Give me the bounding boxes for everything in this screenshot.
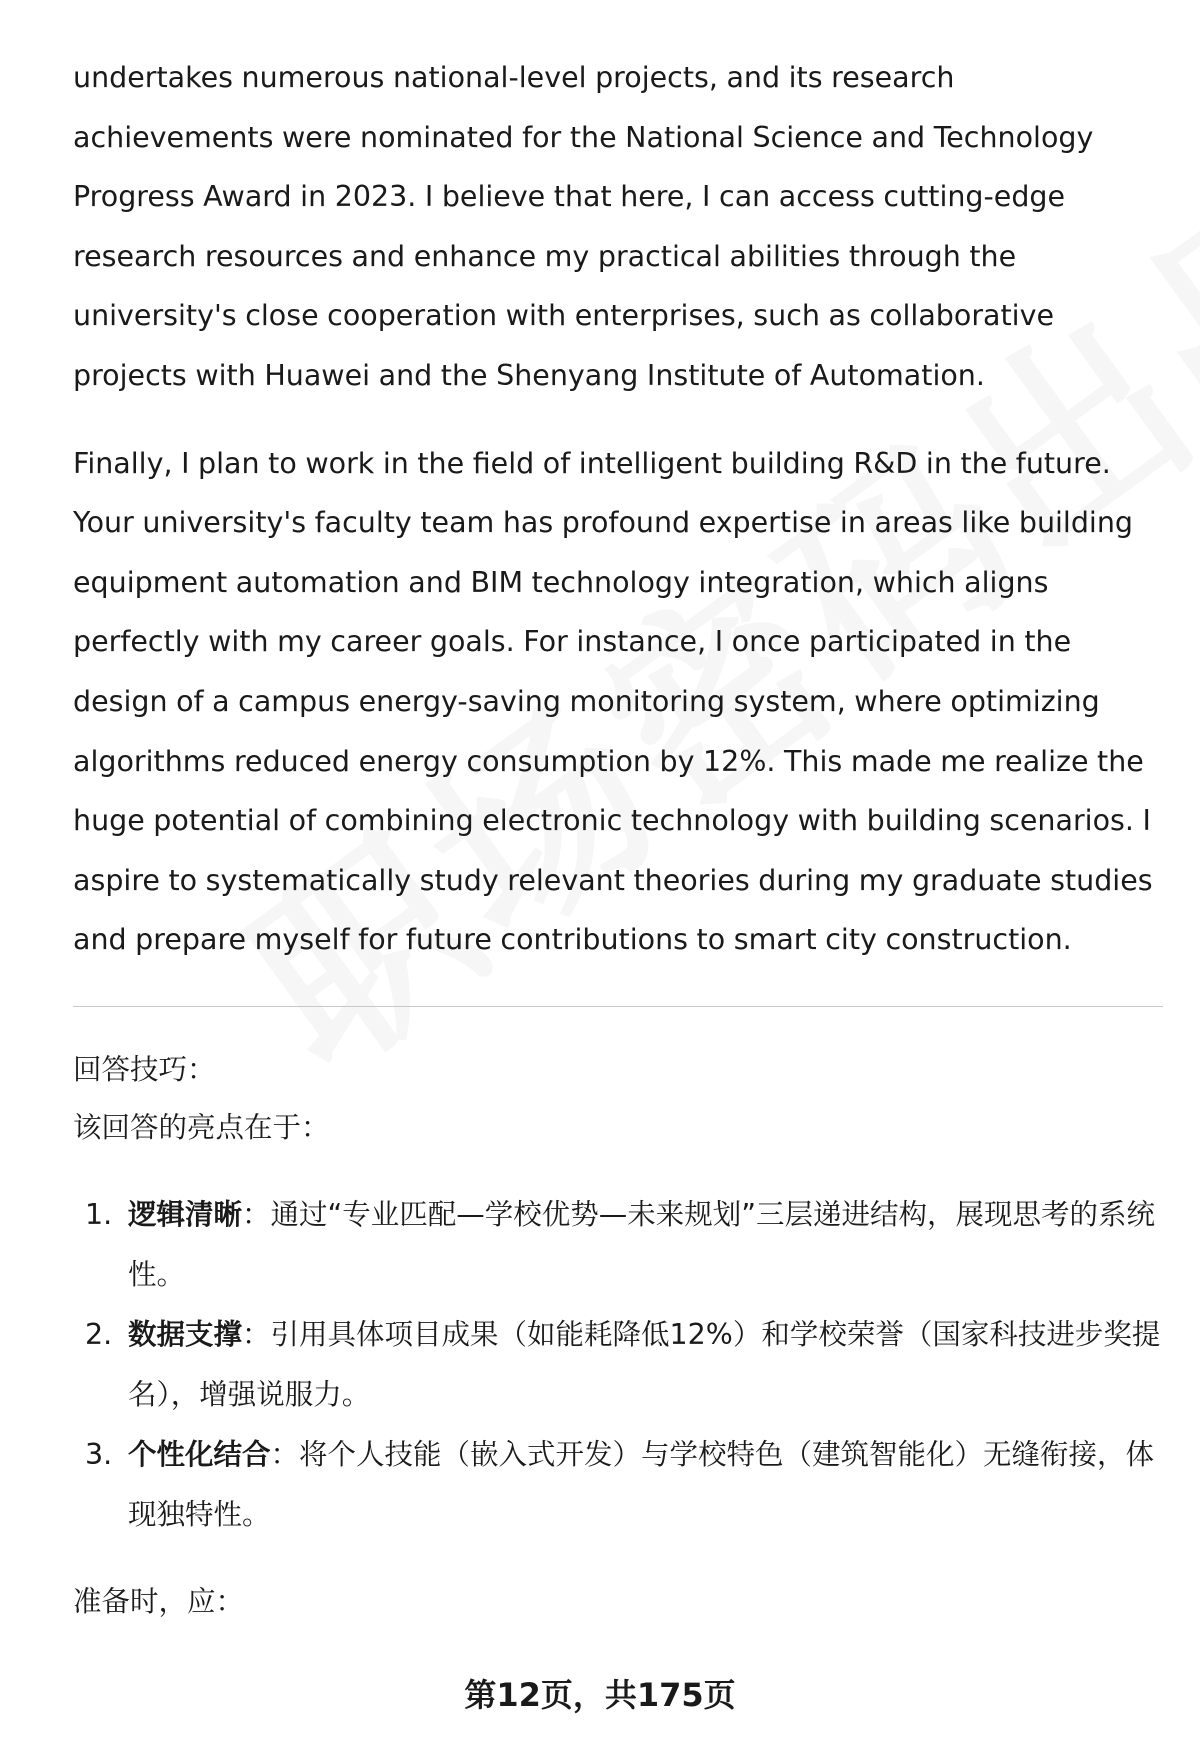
tip-keyword: 逻辑清晰 bbox=[128, 1197, 243, 1231]
tip-text: ：将个人技能（嵌入式开发）与学校特色（建筑智能化）无缝衔接，体现独特性。 bbox=[128, 1437, 1155, 1531]
tip-text: ：通过“专业匹配—学校优势—未来规划”三层递进结构，展现思考的系统性。 bbox=[128, 1197, 1156, 1291]
paragraph-university-resources: undertakes numerous national-level projects, and its research achievements were nominated for the National Science and Technology Progress Award in 2023. I believe that here, I can access cutting-edge research resources and enhance my practical abilities through the university's close cooperation with enterprises, such as collaborative projects with Huawei and the Shenyang Institute of Automation. bbox=[73, 61, 1094, 392]
list-number: 2. bbox=[85, 1317, 113, 1351]
tips-list bbox=[73, 1185, 1163, 1545]
tips-item bbox=[73, 1425, 1163, 1545]
document-body bbox=[73, 48, 1163, 1631]
tips-item bbox=[73, 1305, 1163, 1425]
tip-keyword: 数据支撑 bbox=[128, 1317, 243, 1351]
tips-heading: 回答技巧： bbox=[73, 1052, 216, 1086]
list-number: 3. bbox=[85, 1437, 113, 1471]
page-number-footer: 第12页，共175页 bbox=[464, 1676, 736, 1714]
tip-text: ：引用具体项目成果（如能耗降低12%）和学校荣誉（国家科技进步奖提名），增强说服力。 bbox=[128, 1317, 1161, 1411]
paragraph-career-goals: Finally, I plan to work in the field of intelligent building R&D in the future. Your university's faculty team has profound expertise in areas like building equipment automation and BIM technology integration, which aligns perfectly with my career goals. For instance, I once participated in the design of a campus energy-saving monitoring system, where optimizing algorithms reduced energy consumption by 12%. This made me realize the huge potential of combining electronic technology with building scenarios. I aspire to systematically study relevant theories during my graduate studies and prepare myself for future contributions to smart city construction. bbox=[73, 446, 1153, 957]
tips-intro: 该回答的亮点在于： bbox=[73, 1110, 330, 1144]
tips-item bbox=[73, 1185, 1163, 1305]
preparation-heading: 准备时，应： bbox=[73, 1584, 245, 1618]
section-divider bbox=[73, 1006, 1163, 1007]
tip-keyword: 个性化结合 bbox=[128, 1437, 271, 1471]
list-number: 1. bbox=[85, 1197, 113, 1231]
